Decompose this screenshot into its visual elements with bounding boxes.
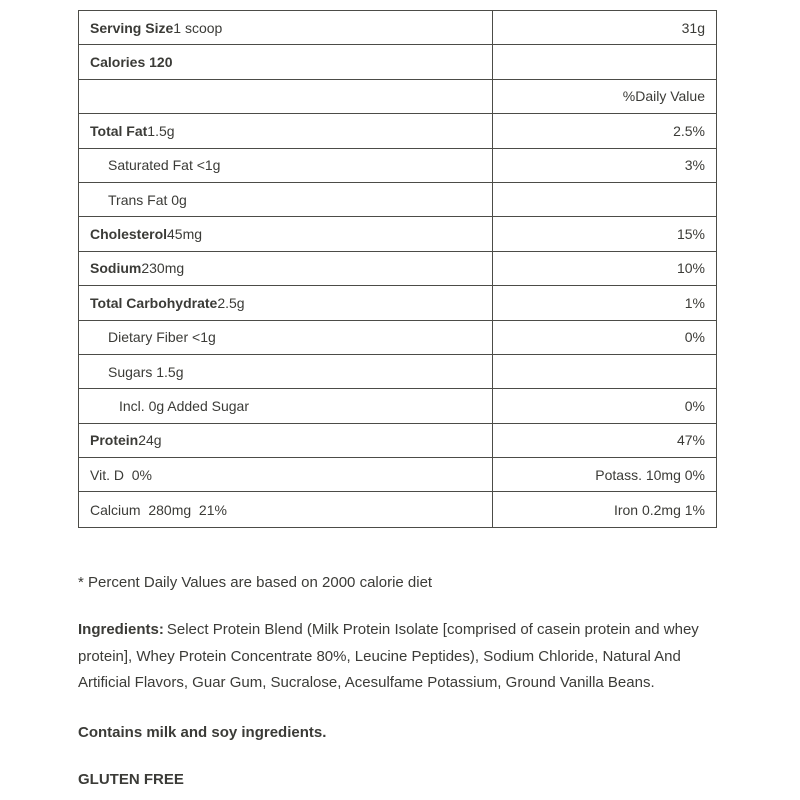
daily-value-cell — [493, 183, 716, 216]
nutrient-cell — [79, 252, 493, 285]
table-row — [79, 424, 716, 458]
nutrient-amount: 230mg — [141, 260, 185, 277]
nutrient-cell — [79, 217, 493, 250]
nutrient-cell — [79, 286, 493, 319]
nutrient-amount: Trans Fat 0g — [108, 191, 187, 208]
nutrient-cell — [79, 45, 493, 78]
table-row — [79, 45, 716, 79]
daily-value-cell: 10% — [676, 260, 705, 277]
nutrient-name: Cholesterol — [90, 226, 168, 243]
daily-value-cell: 31g — [681, 19, 705, 36]
table-row — [79, 389, 716, 423]
allergen-note: Contains milk and soy ingredients. — [78, 724, 327, 741]
daily-value-cell: 0% — [684, 397, 705, 414]
nutrient-name: Protein — [90, 432, 139, 449]
nutrient-amount: 45mg — [167, 226, 203, 243]
nutrient-cell — [79, 355, 493, 388]
table-row — [79, 355, 716, 389]
daily-value-cell — [493, 355, 716, 388]
nutrient-cell — [79, 114, 493, 147]
ingredients-label: Ingredients: — [78, 621, 164, 638]
nutrient-name: Total Carbohydrate — [90, 294, 218, 311]
nutrient-cell — [79, 458, 493, 491]
nutrition-facts-table — [78, 10, 717, 528]
daily-value-cell: 0% — [684, 329, 705, 346]
table-row — [79, 217, 716, 251]
ingredients-text: Select Protein Blend (Milk Protein Isolate [comprised of casein protein and whey protein], Whey Protein Concentrate 80%, Leucine Peptides), Sodium Chloride, Natural And Artificial Flavors, Guar Gum, Sucralose, Acesulfame Potassium, Ground Vanilla Beans. — [78, 621, 699, 691]
nutrient-cell — [79, 149, 493, 182]
table-row — [79, 492, 716, 526]
nutrient-amount: 1.5g — [147, 122, 175, 139]
nutrient-cell — [79, 11, 493, 44]
nutrient-amount: Calcium 280mg 21% — [90, 501, 227, 518]
table-row — [79, 458, 716, 492]
table-row — [79, 11, 716, 45]
nutrient-amount: Incl. 0g Added Sugar — [119, 397, 249, 414]
daily-value-cell: 3% — [684, 157, 705, 174]
table-row — [79, 252, 716, 286]
nutrient-cell — [79, 389, 493, 422]
table-row — [79, 149, 716, 183]
nutrient-name: Calories 120 — [90, 54, 173, 71]
daily-value-footnote: * Percent Daily Values are based on 2000 calorie diet — [78, 574, 433, 591]
daily-value-cell: 47% — [676, 432, 705, 449]
nutrient-cell — [79, 492, 493, 526]
daily-value-cell: Potass. 10mg 0% — [595, 466, 705, 483]
nutrient-amount: 2.5g — [217, 294, 245, 311]
nutrient-name: Total Fat — [90, 122, 148, 139]
nutrient-cell — [79, 321, 493, 354]
daily-value-cell: 2.5% — [673, 122, 705, 139]
nutrient-amount: 24g — [138, 432, 162, 449]
nutrient-amount: Vit. D 0% — [90, 466, 152, 483]
table-row — [79, 183, 716, 217]
nutrient-cell — [79, 424, 493, 457]
nutrient-cell — [79, 183, 493, 216]
nutrient-name: Sodium — [90, 260, 142, 277]
nutrient-name: Serving Size — [90, 19, 174, 36]
daily-value-cell: %Daily Value — [622, 88, 705, 105]
nutrient-amount: Saturated Fat <1g — [108, 157, 221, 174]
nutrient-amount: Dietary Fiber <1g — [108, 329, 216, 346]
gluten-free-note: GLUTEN FREE — [78, 771, 184, 788]
daily-value-cell: Iron 0.2mg 1% — [613, 501, 705, 518]
daily-value-cell: 15% — [676, 226, 705, 243]
table-row — [79, 114, 716, 148]
table-row — [79, 286, 716, 320]
daily-value-cell: 1% — [684, 294, 705, 311]
nutrient-amount: 1 scoop — [173, 19, 223, 36]
nutrient-cell — [79, 80, 493, 113]
table-row — [79, 321, 716, 355]
nutrient-amount: Sugars 1.5g — [108, 363, 184, 380]
table-row — [79, 80, 716, 114]
daily-value-cell — [493, 45, 716, 78]
ingredients-paragraph — [78, 617, 714, 697]
